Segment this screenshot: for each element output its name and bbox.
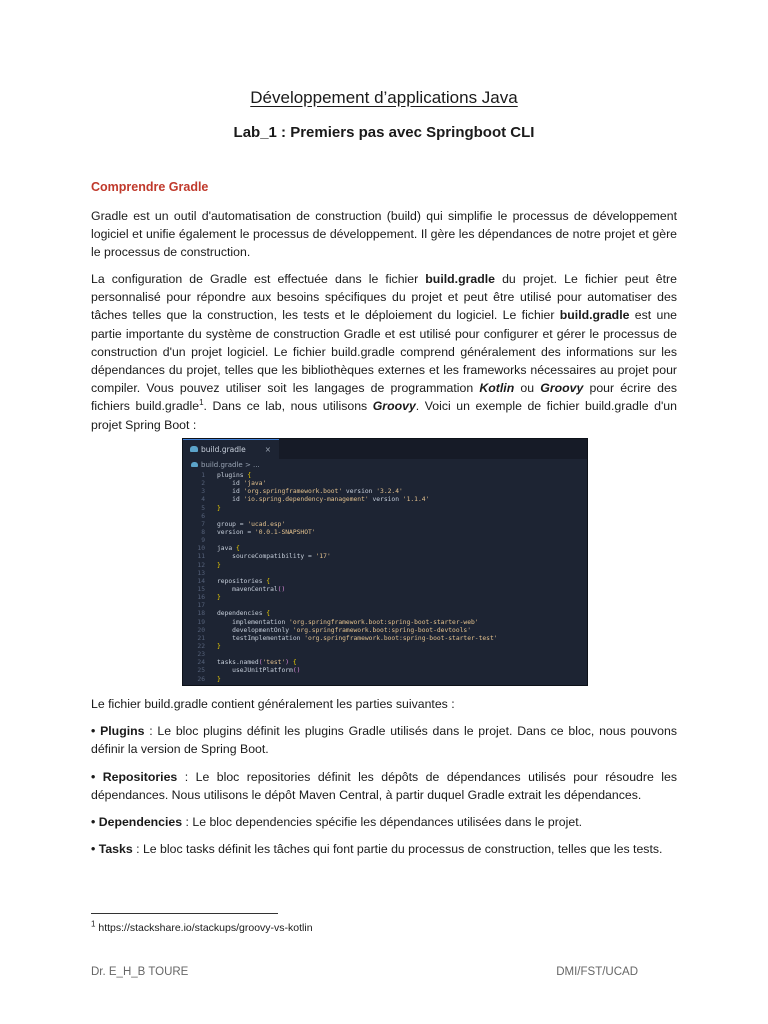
lab-subtitle: Lab_1 : Premiers pas avec Springboot CLI xyxy=(233,124,535,141)
editor-breadcrumb xyxy=(183,459,587,471)
bold-term: build.gradle xyxy=(559,308,630,323)
section-heading: Comprendre Gradle xyxy=(91,180,209,194)
code-line xyxy=(183,529,587,537)
line-number: 10 xyxy=(197,545,205,553)
code-line xyxy=(183,570,587,578)
code-line xyxy=(183,488,587,496)
gradle-icon xyxy=(190,446,198,452)
bullet-text: : Le bloc plugins définit les plugins Gradle utilisés dans le projet. Dans ce bloc, nous pouvons définir la version de Spring Boot. xyxy=(91,724,677,757)
bullet-item xyxy=(91,768,677,804)
footer-institution: DMI/FST/UCAD xyxy=(556,966,638,978)
code-text: } xyxy=(217,675,221,683)
bullet-text: : Le bloc tasks définit les tâches qui font partie du processus de construction, telles que les tests. xyxy=(132,842,663,856)
bullet-item xyxy=(91,840,677,858)
code-text: } xyxy=(217,504,221,512)
bullet-label: Plugins xyxy=(100,724,145,738)
bold-italic-term: Groovy xyxy=(540,381,584,396)
line-number: 17 xyxy=(197,602,205,610)
code-line xyxy=(183,659,587,667)
text-span: est une partie importante du système de construction Gradle et est utilisé pour configurer et gérer le processus de construction d'un projet logiciel. Le fichier build.gradle comprend généralement des informations sur les dépendances du projet, telles que les bibliothèques externes et les frameworks nécessaires au projet pour compiler. Vous pouvez utiliser soit les langages de programmation xyxy=(91,308,677,396)
code-text: useJUnitPlatform() xyxy=(217,667,301,675)
document-title: Développement d’applications Java xyxy=(250,88,518,107)
code-line xyxy=(183,619,587,627)
line-number: 20 xyxy=(197,626,205,634)
code-text: developmentOnly 'org.springframework.boot:spring-boot-devtools' xyxy=(217,626,472,634)
line-number: 13 xyxy=(197,569,205,577)
code-text: repositories { xyxy=(217,577,271,585)
code-line xyxy=(183,553,587,561)
code-line xyxy=(183,586,587,594)
text-span: . Voici un exemple de fichier build.gradle d'un projet Spring Boot : xyxy=(91,399,677,432)
line-number: 15 xyxy=(197,585,205,593)
line-number: 18 xyxy=(197,610,205,618)
breadcrumb-text: build.gradle > ... xyxy=(201,461,260,469)
code-line xyxy=(183,594,587,602)
bullet-item xyxy=(91,722,677,758)
code-line xyxy=(183,480,587,488)
code-line xyxy=(183,513,587,521)
line-number: 16 xyxy=(197,594,205,602)
code-line xyxy=(183,505,587,513)
close-icon: × xyxy=(264,445,271,454)
line-number: 9 xyxy=(201,537,205,545)
bullet-marker: • xyxy=(91,815,96,829)
code-text: id 'org.springframework.boot' version '3.2.4' xyxy=(217,488,403,496)
text-span: du projet. Le fichier peut être personnalisé pour répondre aux besoins spécifiques du projet et peut être utilisé pour automatiser des tâches telles que la construction, les tests et le déploiement du logiciel. Le fichier xyxy=(91,272,677,323)
intro-paragraph: Gradle est un outil d'automatisation de construction (build) qui simplifie le processus de développement logiciel et unifie également le processus de développement. Il gère les dépendances de notre projet et gère le processus de construction. xyxy=(91,209,677,260)
bullet-marker: • xyxy=(91,724,96,738)
footnote-marker: 1 xyxy=(91,919,96,929)
code-screenshot xyxy=(182,438,588,686)
bold-italic-term: Groovy xyxy=(372,399,416,414)
code-text: implementation 'org.springframework.boot:spring-boot-starter-web' xyxy=(217,618,479,626)
code-text: group = 'ucad.esp' xyxy=(217,520,286,528)
bullet-label: Tasks xyxy=(98,842,133,856)
bullet-item xyxy=(91,813,677,831)
tab-label: build.gradle xyxy=(201,445,246,454)
code-text: id 'java' xyxy=(217,480,267,488)
code-text: tasks.named('test') { xyxy=(217,659,297,667)
code-line xyxy=(183,537,587,545)
line-number: 11 xyxy=(197,553,205,561)
line-number: 21 xyxy=(197,634,205,642)
line-number: 25 xyxy=(197,667,205,675)
line-number: 2 xyxy=(201,480,205,488)
parts-intro: Le fichier build.gradle contient généralement les parties suivantes : xyxy=(91,697,455,711)
editor-tab-bar xyxy=(183,439,587,459)
editor-tab xyxy=(183,439,279,459)
line-number: 6 xyxy=(201,512,205,520)
code-line xyxy=(183,651,587,659)
footer-author: Dr. E_H_B TOURE xyxy=(91,966,189,978)
footnote-ref: 1 xyxy=(199,398,204,408)
code-line xyxy=(183,643,587,651)
code-text: mavenCentral() xyxy=(217,585,286,593)
code-line xyxy=(183,472,587,480)
line-number: 22 xyxy=(197,642,205,650)
code-text: } xyxy=(217,561,221,569)
line-number: 12 xyxy=(197,561,205,569)
bold-italic-term: Kotlin xyxy=(479,381,515,396)
code-line xyxy=(183,496,587,504)
code-text: plugins { xyxy=(217,472,252,479)
footnote-link[interactable]: https://stackshare.io/stackups/groovy-vs-kotlin xyxy=(95,922,313,934)
config-paragraph xyxy=(91,270,677,434)
line-number: 24 xyxy=(197,659,205,667)
line-number: 19 xyxy=(197,618,205,626)
bullet-text: : Le bloc repositories définit les dépôts de dépendances utilisés pour résoudre les dépendances. Nous utilisons le dépôt Maven Central, à partir duquel Gradle extrait les dépendances. xyxy=(91,770,677,803)
text-span: pour écrire des fichiers build.gradle xyxy=(91,381,677,414)
line-number: 7 xyxy=(201,520,205,528)
line-number: 5 xyxy=(201,504,205,512)
line-number: 14 xyxy=(197,577,205,585)
code-line xyxy=(183,667,587,675)
line-number: 23 xyxy=(197,651,205,659)
code-line xyxy=(183,545,587,553)
bullet-marker: • xyxy=(91,842,96,856)
footnote xyxy=(91,919,313,934)
code-text: } xyxy=(217,594,221,602)
code-text: testImplementation 'org.springframework.boot:spring-boot-starter-test' xyxy=(217,634,498,642)
bullet-text: : Le bloc dependencies spécifie les dépendances utilisées dans le projet. xyxy=(182,815,583,829)
code-line xyxy=(183,627,587,635)
line-number: 3 xyxy=(201,488,205,496)
code-line xyxy=(183,635,587,643)
bullet-marker: • xyxy=(91,770,96,784)
bullet-label: Dependencies xyxy=(98,815,183,829)
code-text: version = '0.0.1-SNAPSHOT' xyxy=(217,528,316,536)
text-span: ou xyxy=(514,381,541,396)
gradle-icon xyxy=(191,462,198,467)
code-text: id 'io.spring.dependency-management' version '1.1.4' xyxy=(217,496,430,504)
code-text: dependencies { xyxy=(217,610,271,618)
code-line xyxy=(183,521,587,529)
line-number: 4 xyxy=(201,496,205,504)
line-number: 8 xyxy=(201,528,205,536)
text-span: . Dans ce lab, nous utilisons xyxy=(203,399,373,414)
code-text: } xyxy=(217,642,221,650)
code-text: java { xyxy=(217,545,240,553)
footnote-divider xyxy=(91,913,278,914)
text-span: La configuration de Gradle est effectuée dans le fichier xyxy=(91,272,426,286)
code-line xyxy=(183,676,587,684)
code-line xyxy=(183,562,587,570)
bold-term: build.gradle xyxy=(425,272,495,286)
code-line xyxy=(183,610,587,618)
line-number: 1 xyxy=(201,472,205,479)
code-line xyxy=(183,602,587,610)
bullet-label: Repositories xyxy=(102,770,178,784)
code-lines xyxy=(183,471,587,684)
code-text: sourceCompatibility = '17' xyxy=(217,553,331,561)
line-number: 26 xyxy=(197,675,205,683)
code-line xyxy=(183,578,587,586)
